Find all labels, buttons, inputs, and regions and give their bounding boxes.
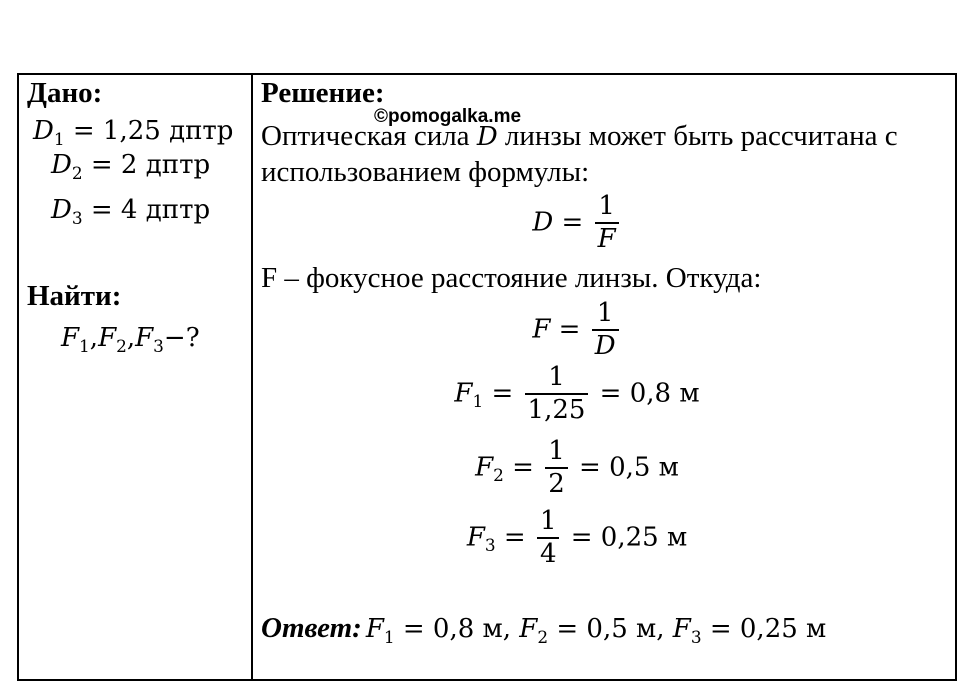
given-d1: $D_1 = 1,25$ дптр <box>33 116 234 149</box>
find-unknowns: $F_1,F_2,F_3-$? <box>61 323 200 356</box>
calc-f3: $F_3$ = $\frac{1}{4}$ = 0,25 м <box>466 506 688 570</box>
solution-heading: Решение: <box>261 77 385 109</box>
solution-text-line2: использованием формулы: <box>261 156 590 188</box>
answer-label: Ответ: <box>261 612 362 644</box>
find-heading: Найти: <box>27 280 122 312</box>
formula-focal-length: F = $\frac{1}{D}$ <box>252 300 902 361</box>
answer-line <box>261 612 826 645</box>
calc-f1: $F_1$ = $\frac{1}{1,25}$ = 0,8 м <box>454 362 700 426</box>
given-d3: $D_3 = 4$ дптр <box>51 195 211 228</box>
solution-text-line3: F – фокусное расстояние линзы. Откуда: <box>261 262 762 294</box>
answer-values: $F_1 = 0,8$ м, $F_2 = 0,5$ м, $F_3 = 0,25$ м <box>365 614 827 647</box>
formula-optical-power: D = $\frac{1}{F}$ <box>252 193 902 254</box>
given-d2: $D_2 = 2$ дптр <box>51 150 211 183</box>
given-heading: Дано: <box>27 77 103 109</box>
solution-text-line1: Оптическая сила D линзы может быть рассчитана с <box>261 120 898 152</box>
watermark: ©pomogalka.me <box>374 106 522 127</box>
calc-f2: $F_2$ = $\frac{1}{2}$ = 0,5 м <box>475 436 679 500</box>
